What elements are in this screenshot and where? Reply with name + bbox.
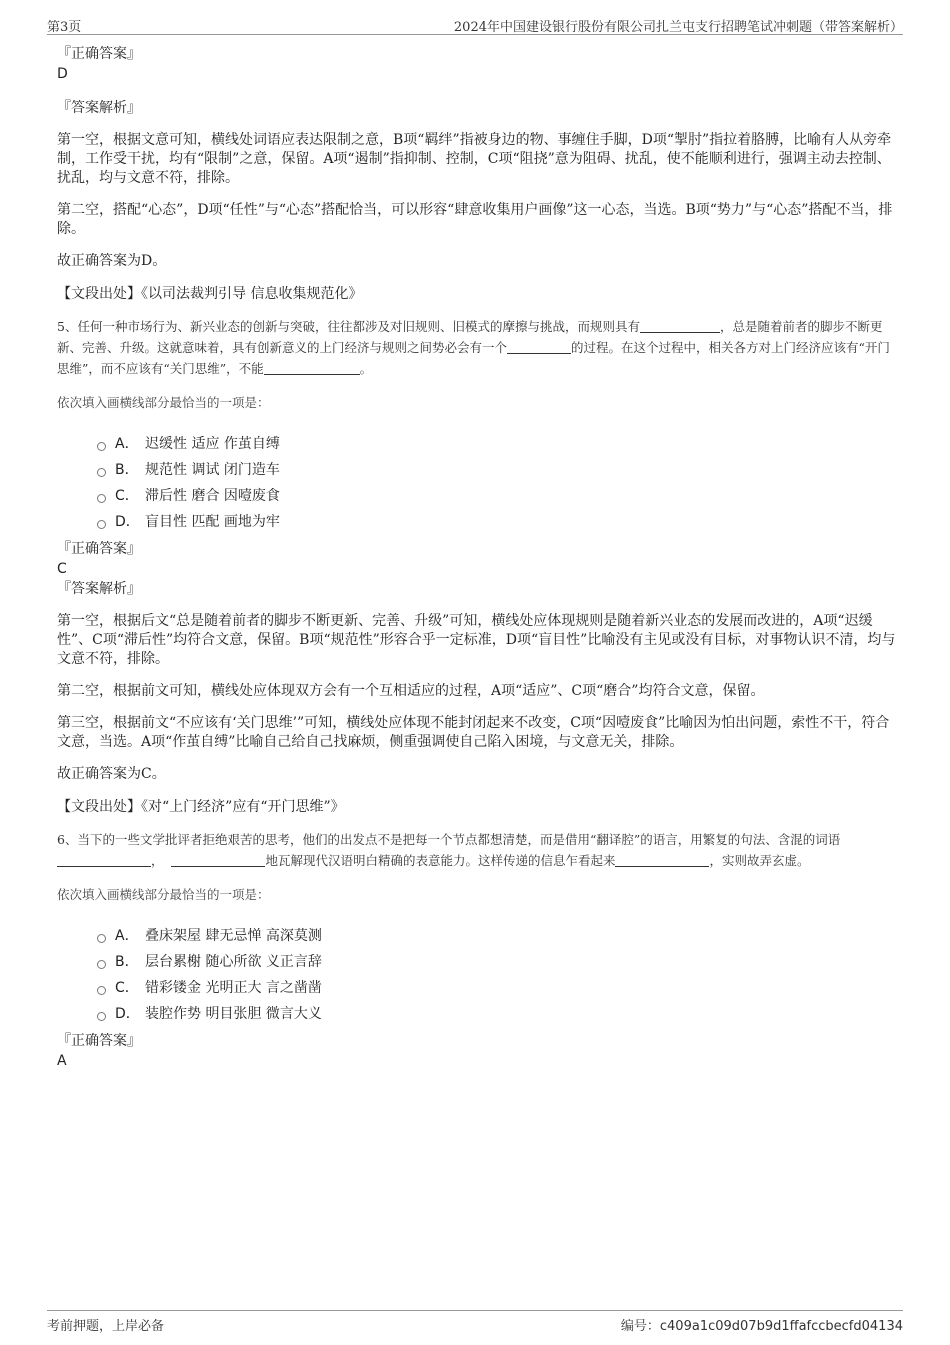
q5-answer-label: 『正确答案』 bbox=[57, 541, 141, 557]
q6-answer-label: 『正确答案』 bbox=[57, 1033, 141, 1049]
q4-analysis-3: 故正确答案为D。 bbox=[57, 253, 167, 269]
q4-answer: D bbox=[57, 66, 68, 82]
q5-blank-3 bbox=[264, 360, 360, 375]
q6-blank-2 bbox=[171, 852, 265, 867]
document-code: 编号：c409a1c09d07b9d1ffafccbecfd04134 bbox=[620, 1319, 903, 1334]
q6-options bbox=[57, 923, 897, 1027]
q5-stem: 5、任何一种市场行为、新兴业态的创新与突破，往往都涉及对旧规则、旧模式的摩擦与挑战，而规则具有 ，总是随着前者的脚步不断更新、完善、升级。这就意味着，具有创新意义的上门经济与规则之间势必会有一个 的过程。在这个过程中，相关各方对上门经济应该有“开门思维”，而不应该有“关门思维”，不能 。 bbox=[57, 319, 890, 376]
document-body bbox=[57, 44, 897, 1071]
q6-stem: 6、当下的一些文学批评者拒绝艰苦的思考，他们的出发点不是把每一个节点都想清楚，而是借用“翻译腔”的语言，用繁复的句法、含混的词语， 地瓦解现代汉语明白精确的表意能力。这样传递的信息乍看起来 ，实则故弄玄虚。 bbox=[57, 832, 841, 868]
radio-icon[interactable] bbox=[97, 934, 106, 943]
q4-answer-label: 『正确答案』 bbox=[57, 46, 141, 62]
q5-analysis-3: 第三空，根据前文“不应该有‘关门思维’”可知，横线处应体现不能封闭起来不改变，C项“因噎废食”比喻因为怕出问题，索性不干，符合文意，当选。A项“作茧自缚”比喻自己给自己找麻烦，侧重强调使自己陷入困境，与文意无关，排除。 bbox=[57, 715, 890, 750]
q4-analysis-label: 『答案解析』 bbox=[57, 100, 141, 116]
radio-icon[interactable] bbox=[97, 1012, 106, 1021]
q5-analysis-2: 第二空，根据前文可知，横线处应体现双方会有一个互相适应的过程，A项“适应”、C项“磨合”均符合文意，保留。 bbox=[57, 683, 765, 699]
q5-answer: C bbox=[57, 561, 67, 577]
footer-slogan: 考前押题，上岸必备 bbox=[47, 1319, 165, 1334]
q6-blank-1 bbox=[57, 852, 151, 867]
q6-option-b[interactable]: B． 层台累榭 随心所欲 义正言辞 bbox=[57, 949, 897, 975]
radio-icon[interactable] bbox=[97, 520, 106, 529]
q5-analysis-4: 故正确答案为C。 bbox=[57, 766, 166, 782]
q5-blank-1 bbox=[640, 318, 720, 333]
q5-source: 【文段出处】《对“上门经济”应有“开门思维”》 bbox=[57, 799, 345, 815]
q4-source: 【文段出处】《以司法裁判引导 信息收集规范化》 bbox=[57, 286, 363, 302]
q5-options bbox=[57, 431, 897, 535]
page-footer bbox=[47, 1310, 903, 1335]
q5-blank-2 bbox=[507, 339, 571, 354]
q5-instruction: 依次填入画横线部分最恰当的一项是： bbox=[57, 395, 270, 410]
radio-icon[interactable] bbox=[97, 442, 106, 451]
radio-icon[interactable] bbox=[97, 960, 106, 969]
radio-icon[interactable] bbox=[97, 986, 106, 995]
q6-option-c[interactable]: C． 错彩镂金 光明正大 言之凿凿 bbox=[57, 975, 897, 1001]
page-number: 第3页 bbox=[47, 20, 82, 35]
q5-option-b[interactable]: B． 规范性 调试 闭门造车 bbox=[57, 457, 897, 483]
q5-option-c[interactable]: C． 滞后性 磨合 因噎废食 bbox=[57, 483, 897, 509]
q6-option-a[interactable]: A． 叠床架屋 肆无忌惮 高深莫测 bbox=[57, 923, 897, 949]
q4-analysis-2: 第二空，搭配“心态”，D项“任性”与“心态”搭配恰当，可以形容“肆意收集用户画像”这一心态，当选。B项“势力”与“心态”搭配不当，排除。 bbox=[57, 202, 893, 237]
q6-blank-3 bbox=[615, 852, 709, 867]
q6-answer: A bbox=[57, 1053, 67, 1069]
document-title: 2024年中国建设银行股份有限公司扎兰屯支行招聘笔试冲刺题（带答案解析） bbox=[453, 20, 903, 35]
q5-analysis-1: 第一空，根据后文“总是随着前者的脚步不断更新、完善、升级”可知，横线处应体现规则是随着新兴业态的发展而改进的，A项“迟缓性”、C项“滞后性”均符合文意，保留。B项“规范性”形容合乎一定标准，D项“盲目性”比喻没有主见或没有目标，对事物认识不清，均与文意不符，排除。 bbox=[57, 613, 896, 667]
q5-option-d[interactable]: D． 盲目性 匹配 画地为牢 bbox=[57, 509, 897, 535]
q5-option-a[interactable]: A． 迟缓性 适应 作茧自缚 bbox=[57, 431, 897, 457]
page-header bbox=[47, 14, 903, 35]
q6-option-d[interactable]: D． 装腔作势 明目张胆 微言大义 bbox=[57, 1001, 897, 1027]
radio-icon[interactable] bbox=[97, 468, 106, 477]
q6-instruction: 依次填入画横线部分最恰当的一项是： bbox=[57, 887, 270, 902]
radio-icon[interactable] bbox=[97, 494, 106, 503]
q5-analysis-label: 『答案解析』 bbox=[57, 581, 141, 597]
q4-analysis-1: 第一空，根据文意可知，横线处词语应表达限制之意，B项“羁绊”指被身边的物、事缠住手脚，D项“掣肘”指拉着胳膊，比喻有人从旁牵制，工作受干扰，均有“限制”之意，保留。A项“遏制”指抑制、控制，C项“阻挠”意为阻碍、扰乱，使不能顺利进行，强调主动去控制、扰乱，均与文意不符，排除。 bbox=[57, 132, 892, 186]
